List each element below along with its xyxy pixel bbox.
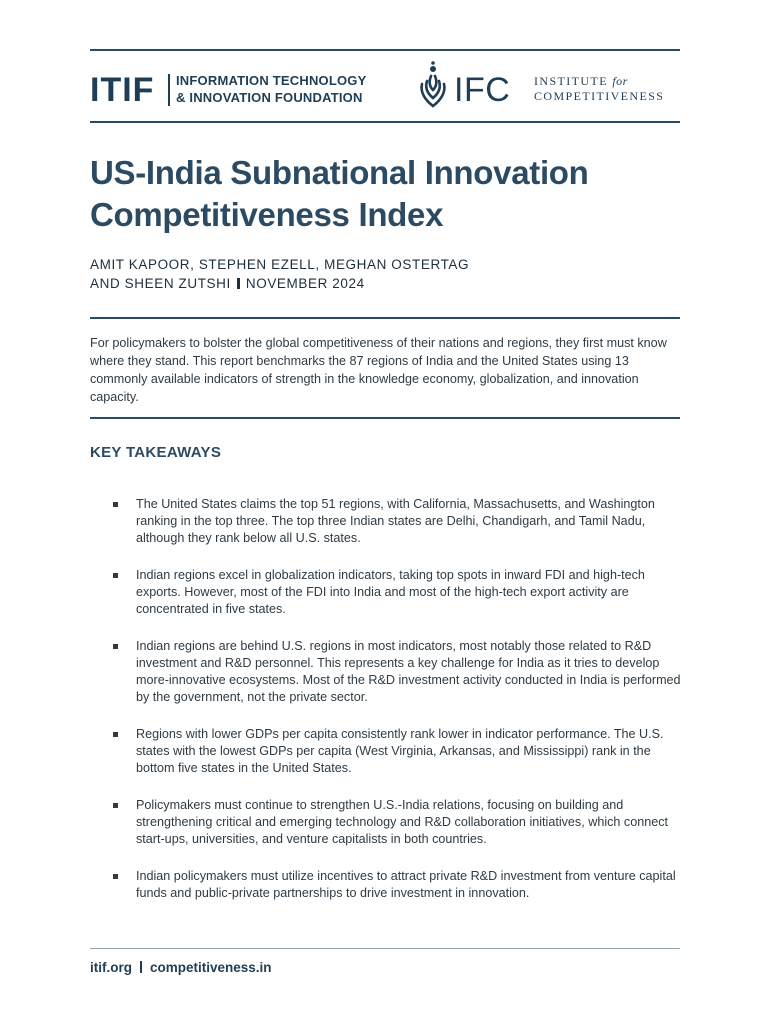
takeaway-text: The United States claims the top 51 regions, with California, Massachusetts, and Washington ranking in the top three. The top three Indian states are Delhi, Chandigarh, and Tamil Nadu, although they rank below all U.S. states. <box>136 497 655 545</box>
authors-last: AND SHEEN ZUTSHI <box>90 276 231 291</box>
key-takeaways-heading: KEY TAKEAWAYS <box>90 444 222 461</box>
ifc-name-line1 <box>534 74 664 89</box>
list-item <box>90 638 682 706</box>
bullet-icon <box>113 644 118 649</box>
abstract-text: For policymakers to bolster the global competitiveness of their nations and regions, they first must know where they stand. This report benchmarks the 87 regions of India and the United States using 13 commonly available indicators of strength in the knowledge economy, globalization, and innovation capacity. <box>90 336 667 404</box>
list-item <box>90 567 682 618</box>
ifc-name-line2: COMPETITIVENESS <box>534 89 665 103</box>
top-rule <box>90 49 680 51</box>
header-logos <box>90 60 680 116</box>
footer-rule <box>90 948 680 949</box>
header-bottom-rule <box>90 121 680 123</box>
publication-date: NOVEMBER 2024 <box>245 276 365 291</box>
bullet-icon <box>113 874 118 879</box>
footer-link-competitiveness[interactable]: competitiveness.in <box>150 960 272 975</box>
list-item <box>90 496 682 547</box>
ifc-logo: IFC <box>454 71 511 109</box>
bullet-icon <box>113 573 118 578</box>
bullet-icon <box>113 732 118 737</box>
ifc-name-for: for <box>612 74 628 88</box>
itif-name <box>176 72 366 106</box>
itif-logo-divider <box>168 74 170 106</box>
key-takeaways-list <box>90 496 682 922</box>
ifc-plant-icon <box>416 60 450 110</box>
takeaway-text: Policymakers must continue to strengthen U.S.-India relations, focusing on building and strengthening critical and emerging technology and R&D collaboration initiatives, which connect start-ups, universities, and venture capitalists in both countries. <box>136 798 669 846</box>
takeaway-text: Indian regions excel in globalization indicators, taking top spots in inward FDI and high-tech exports. However, most of the FDI into India and most of the high-tech export activity are concentrated in five states. <box>136 568 645 616</box>
takeaway-text: Regions with lower GDPs per capita consistently rank lower in indicator performance. The U.S. states with the lowest GDPs per capita (West Virginia, Arkansas, and Mississippi) rank in the bottom five states in the United States. <box>136 727 664 775</box>
authors-line-2 <box>90 274 650 293</box>
title-line-2: Competitiveness Index <box>90 196 444 233</box>
byline-separator <box>237 278 240 289</box>
itif-name-line1: INFORMATION TECHNOLOGY <box>176 73 367 88</box>
list-item <box>90 726 682 777</box>
list-item <box>90 797 682 848</box>
itif-name-line2: & INNOVATION FOUNDATION <box>176 90 363 105</box>
ifc-name <box>534 74 664 104</box>
authors-byline <box>90 255 650 293</box>
document-title <box>90 152 650 236</box>
footer-links <box>90 960 272 975</box>
abstract-top-rule <box>90 317 680 319</box>
itif-logo: ITIF <box>90 71 155 109</box>
takeaway-text: Indian regions are behind U.S. regions in most indicators, most notably those related to R&D investment and R&D personnel. This represents a key challenge for India as it tries to develop more-innovative ecosystems. Most of the R&D investment activity conducted in India is performed by the government, not the private sector. <box>136 639 681 704</box>
ifc-name-institute: INSTITUTE <box>534 74 608 88</box>
footer-separator <box>140 961 142 973</box>
bullet-icon <box>113 803 118 808</box>
list-item <box>90 868 682 902</box>
title-line-1: US-India Subnational Innovation <box>90 154 589 191</box>
bullet-icon <box>113 502 118 507</box>
abstract-bottom-rule <box>90 417 680 419</box>
takeaway-text: Indian policymakers must utilize incentives to attract private R&D investment from venture capital funds and public-private partnerships to drive investment in innovation. <box>136 869 676 900</box>
footer-link-itif[interactable]: itif.org <box>90 960 132 975</box>
authors-line-1: AMIT KAPOOR, STEPHEN EZELL, MEGHAN OSTERTAG <box>90 257 470 272</box>
